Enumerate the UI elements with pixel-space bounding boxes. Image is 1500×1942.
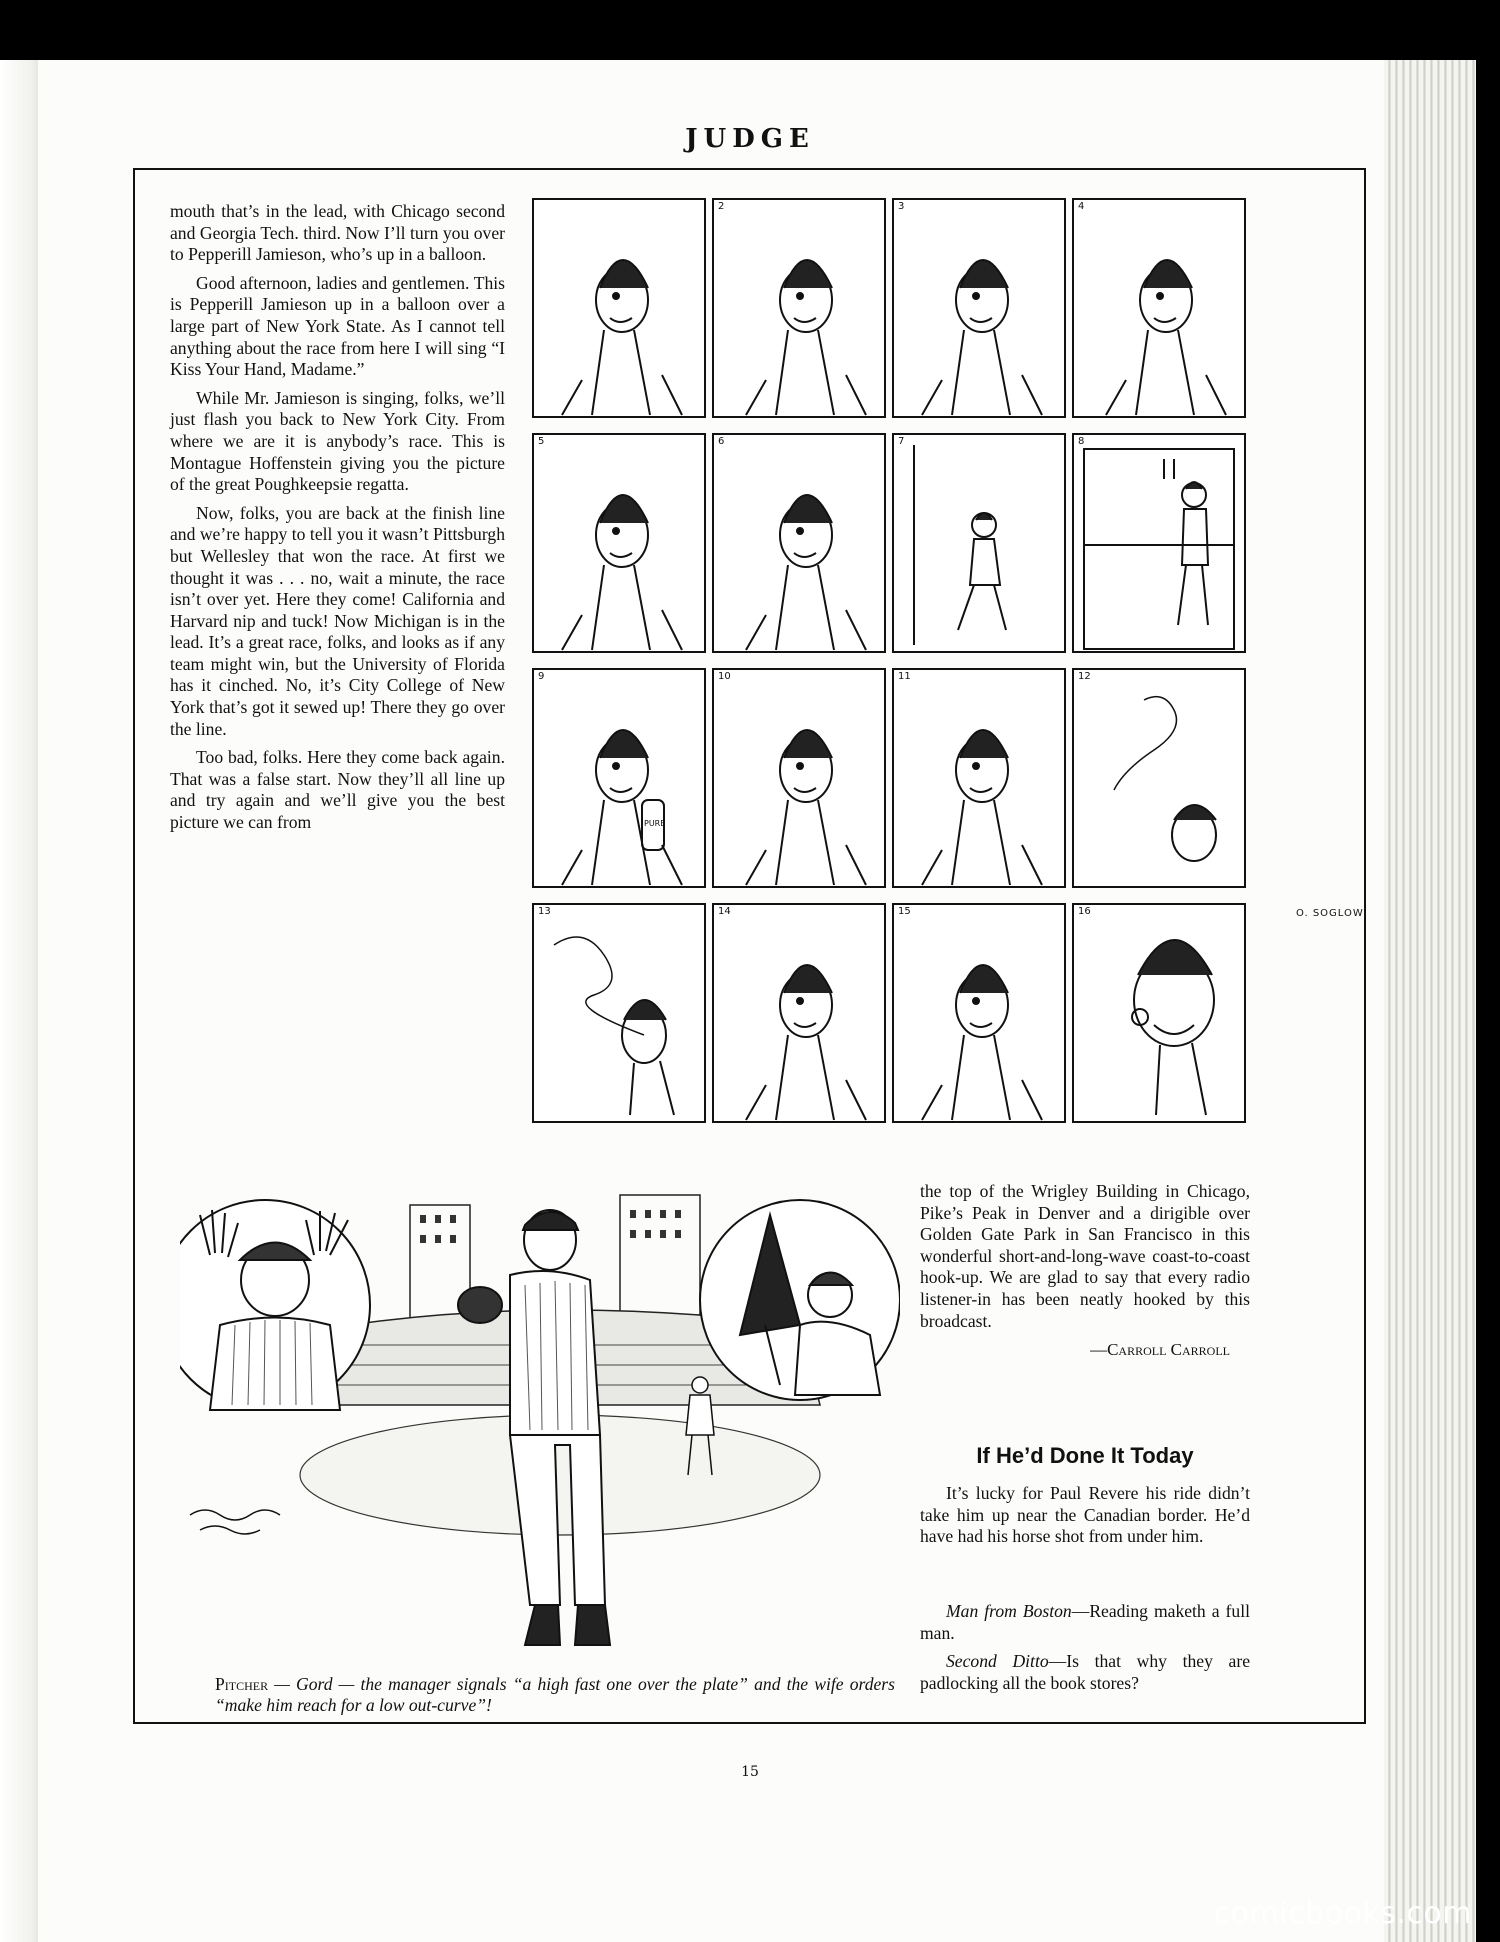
- panel-drawing: [894, 905, 1068, 1125]
- panel-number: 5: [538, 436, 545, 447]
- comic-panel: [712, 668, 886, 888]
- page-number: 15: [741, 1764, 759, 1780]
- comic-panel: [712, 903, 886, 1123]
- panel-drawing: [894, 200, 1068, 420]
- cartoon-caption: [215, 1674, 895, 1716]
- comic-panel: [1072, 433, 1246, 653]
- panel-drawing: [894, 670, 1068, 890]
- speaker-name: Second Ditto: [946, 1651, 1049, 1672]
- panel-number: 2: [718, 201, 725, 212]
- joke-dialogue: [920, 1601, 1250, 1701]
- dialogue-text: —Reading maketh a full man.: [920, 1601, 1250, 1643]
- byline: —Carroll Carroll: [1090, 1340, 1230, 1360]
- panel-drawing: [714, 200, 888, 420]
- panel-drawing: [534, 905, 708, 1125]
- paragraph: Now, folks, you are back at the finish line and we’re happy to tell you it wasn’t Pittsburgh but Wellesley that won the race. At first we thought it was . . . no, wait a minute, the race isn’t over yet. Here they come! California and Harvard nip and tuck! Now Michigan is in the lead. It’s a great race, folks, and looks as if any team might win, but the University of Florida has it cinched. No, it’s City College of New York that’s got it sewed up! There they go over the line.: [170, 502, 505, 739]
- panel-number: 10: [718, 671, 731, 682]
- dialogue-text: —Is that why they are padlocking all the book stores?: [920, 1651, 1251, 1693]
- panel-number: 13: [538, 906, 551, 917]
- book-page-edges: [1384, 60, 1500, 1942]
- panel-drawing: [714, 435, 888, 655]
- comic-panel: [532, 668, 706, 888]
- paragraph: It’s lucky for Paul Revere his ride didn’t take him up near the Canadian border. He’d have had his horse shot from under him.: [920, 1483, 1250, 1547]
- panel-number: 4: [1078, 201, 1085, 212]
- broadcast-text-continued: [920, 1181, 1250, 1361]
- comic-panel: [532, 903, 706, 1123]
- panel-drawing: [1074, 435, 1248, 655]
- panel-number: 11: [898, 671, 911, 682]
- comic-panel: [712, 198, 886, 418]
- caption-text: — Gord — the manager signals “a high fast one over the plate” and the wife orders “make him reach for a low out-curve”!: [215, 1674, 895, 1715]
- bottle-label: PURE: [644, 819, 666, 828]
- panel-drawing: [534, 200, 708, 420]
- panel-drawing: [1074, 905, 1248, 1125]
- running-head: JUDGE: [685, 124, 815, 154]
- comic-panel: [1072, 198, 1246, 418]
- panel-number: 6: [718, 436, 725, 447]
- paragraph: mouth that’s in the lead, with Chicago second and Georgia Tech. third. Now I’ll turn you over to Pepperill Jamieson, who’s up in a balloon.: [170, 201, 505, 265]
- article-body: [920, 1483, 1250, 1555]
- panel-number: 16: [1078, 906, 1091, 917]
- cartoonist-signature: O. SOGLOW: [1296, 908, 1364, 919]
- comic-panel: [1072, 668, 1246, 888]
- broadcast-text-column: [170, 201, 505, 841]
- paragraph: the top of the Wrigley Building in Chicago, Pike’s Peak in Denver and a dirigible over Golden Gate Park in San Francisco in this wonderful short-and-long-wave coast-to-coast hook-up. We are glad to say that every radio listener-in has been neatly hooked by this broadcast.: [920, 1181, 1250, 1331]
- comic-panel: [892, 668, 1066, 888]
- panel-drawing: [534, 435, 708, 655]
- comic-panel: [892, 198, 1066, 418]
- comic-panel: [532, 198, 706, 418]
- paragraph: Too bad, folks. Here they come back again. That was a false start. Now they’ll all line up and try again and we’ll give you the best picture we can from: [170, 747, 505, 833]
- panel-number: 12: [1078, 671, 1091, 682]
- comic-panel: [532, 433, 706, 653]
- panel-drawing: [534, 670, 708, 890]
- panel-number: 3: [898, 201, 905, 212]
- panel-number: 8: [1078, 436, 1085, 447]
- comic-panel: [892, 433, 1066, 653]
- paragraph: While Mr. Jamieson is singing, folks, we’ll just flash you back to New York City. From where we are it is anybody’s race. This is Montague Hoffenstein giving you the picture of the great Poughkeepsie regatta.: [170, 387, 505, 495]
- panel-number: 14: [718, 906, 731, 917]
- panel-drawing: [714, 905, 888, 1125]
- panel-drawing: [894, 435, 1068, 655]
- comic-panel: [712, 433, 886, 653]
- panel-drawing: [1074, 670, 1248, 890]
- comic-panel: [892, 903, 1066, 1123]
- article-heading: If He’d Done It Today: [976, 1443, 1194, 1468]
- comic-panel: [1072, 903, 1246, 1123]
- dialogue-line: [920, 1601, 1250, 1644]
- panel-number: 15: [898, 906, 911, 917]
- panel-drawing: [714, 670, 888, 890]
- panel-number: 9: [538, 671, 545, 682]
- watermark: comicbooks.com: [1213, 1896, 1472, 1931]
- paragraph: Good afternoon, ladies and gentlemen. This is Pepperill Jamieson up in a balloon over a large part of New York State. As I cannot tell anything about the race from here I will sing “I Kiss Your Hand, Madame.”: [170, 272, 505, 380]
- caption-speaker: Pitcher: [215, 1674, 269, 1694]
- speaker-name: Man from Boston: [946, 1601, 1072, 1621]
- baseball-cartoon-illustration: [180, 1185, 900, 1675]
- panel-drawing: [1074, 200, 1248, 420]
- dialogue-line: [920, 1651, 1250, 1694]
- panel-number: 7: [898, 436, 905, 447]
